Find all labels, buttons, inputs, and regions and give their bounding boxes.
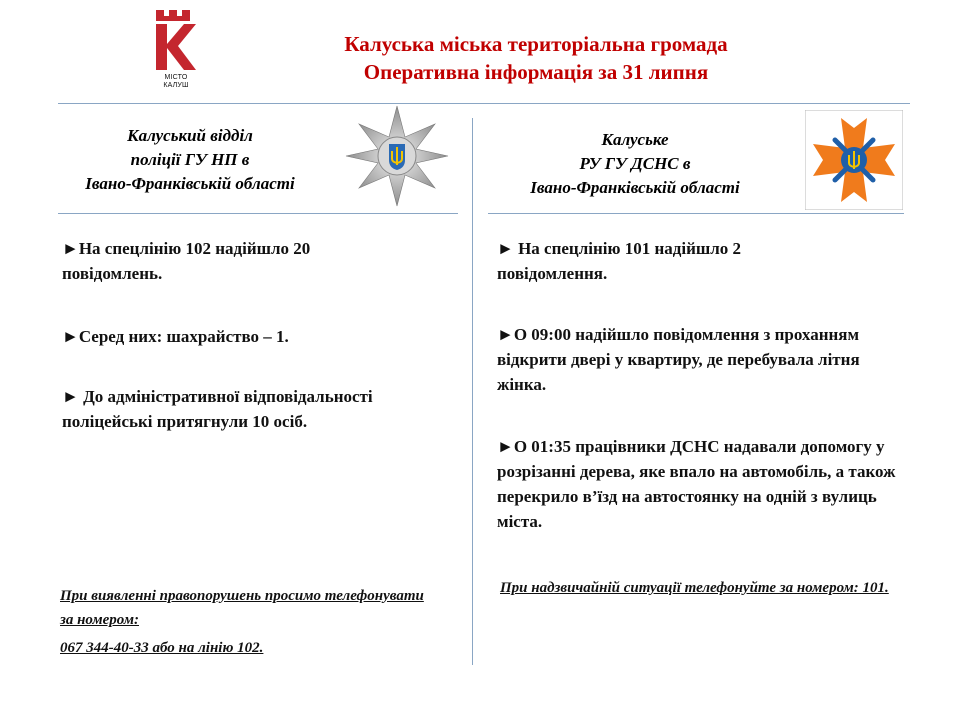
kalush-logo-icon: [152, 8, 202, 74]
column-divider: [472, 118, 473, 665]
dsns-department-title: [490, 128, 780, 200]
dsns-title-line-2: РУ ГУ ДСНС в: [579, 154, 691, 173]
police-paragraph-fraud: ►Серед них: шахрайство – 1.: [62, 327, 289, 346]
dsns-title-line-3: Івано-Франківській області: [530, 178, 740, 197]
logo-caption: МІСТО КАЛУШ: [163, 74, 189, 89]
left-divider: [58, 213, 458, 214]
dsns-paragraph-door: ►О 09:00 надійшло повідомлення з проханням відкрити двері у квартиру, де перебувала літня жінка.: [497, 325, 860, 394]
top-divider: [58, 103, 910, 104]
police-title-line-2: поліції ГУ НП в: [130, 150, 250, 169]
header-line-1: Калуська міська територіальна громада: [344, 32, 728, 56]
dsns-cross-emblem-icon: [805, 110, 903, 210]
header-line-2: Оперативна інформація за 31 липня: [363, 60, 709, 84]
police-paragraph-admin: ► До адміністративної відповідальності поліцейські притягнули 10 осіб.: [62, 387, 373, 431]
police-phone-number: 067 344-40-33 або на лінію 102.: [60, 640, 264, 656]
page-header: [200, 30, 872, 86]
police-star-emblem-icon: [342, 104, 452, 208]
police-title-line-3: Івано-Франківській області: [85, 174, 295, 193]
dsns-title-line-1: Калуське: [601, 130, 669, 149]
right-divider: [488, 213, 904, 214]
police-contact-note: При виявленні правопорушень просимо телефонувати за номером:: [60, 588, 424, 628]
police-department-title: [55, 124, 325, 196]
dsns-paragraph-calls: ► На спецлінію 101 надійшло 2 повідомлення.: [497, 239, 742, 283]
dsns-paragraph-tree: ►О 01:35 працівники ДСНС надавали допомогу у розрізанні дерева, яке впало на автомобіль, а також перекрило в’їзд на автостоянку на одній з вулиць міста.: [497, 437, 896, 531]
police-title-line-1: Калуський відділ: [127, 126, 253, 145]
police-paragraph-calls: ►На спецлінію 102 надійшло 20 повідомлень.: [62, 239, 311, 283]
dsns-contact-note: При надзвичайній ситуації телефонуйте за номером: 101.: [500, 580, 889, 596]
